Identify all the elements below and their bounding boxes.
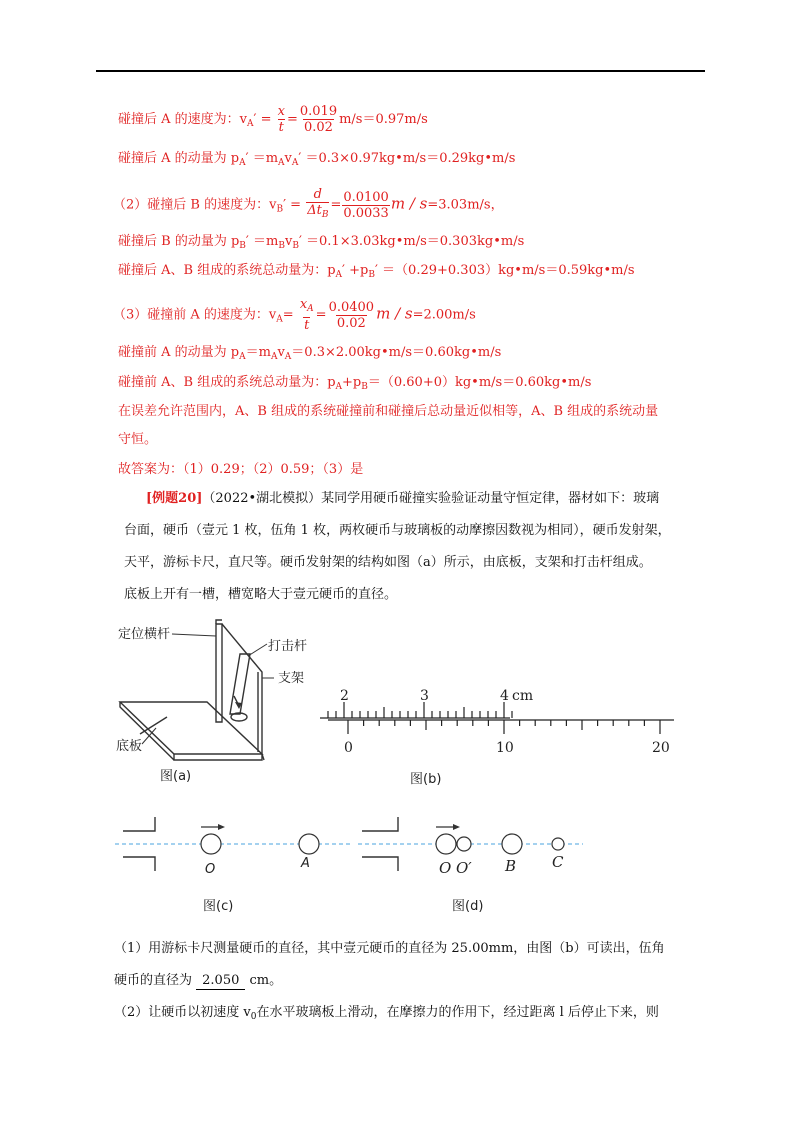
label-o-d: O <box>439 859 452 877</box>
unit-label: cm <box>512 688 534 704</box>
coin-b-d <box>502 834 522 854</box>
solution-line-5: 碰撞后 A、B 组成的系统总动量为：$p_A' +p_B'$ ＝（0.29+0.303）kg•m/s＝0.59kg•m/s <box>118 263 635 280</box>
vernier-scale-label: 10 <box>496 740 514 756</box>
problem-line-1: [例题20]（2022•湖北模拟）某同学用硬币碰撞实验验证动量守恒定律，器材如下：玻璃 <box>146 491 660 506</box>
label-o-c: O <box>205 862 216 877</box>
figure-a-launcher <box>112 614 322 794</box>
question-2-line-1: （2）让硬币以初速度 $v_0$在水平玻璃板上滑动，在摩擦力的作用下，经过距离 l 后停止下来，则 <box>114 1005 659 1022</box>
solution-line-3: （2）碰撞后 B 的速度为：$v_B'$ = $\frac{d}{\Delta t_B}$ = $\frac{0.0100}{0.0033}$ m / s=3.03m/s， <box>113 187 504 223</box>
problem-line-4: 底板上开有一槽，槽宽略大于壹元硬币的直径。 <box>124 587 398 602</box>
support-post <box>216 624 222 722</box>
solution-line-1: 碰撞后 A 的速度为：$v_A'$ = $\frac{x}{t}$ = $\frac{0.019}{0.02}$ m/s＝0.97m/s <box>118 104 428 135</box>
solution-line-9: 在误差允许范围内，A、B 组成的系统碰撞前和碰撞后总动量近似相等，A、B 组成的系统动量 <box>118 404 659 419</box>
arrow-icon <box>453 824 460 830</box>
coin-o-d <box>436 834 456 854</box>
solution-line-10: 守恒。 <box>118 432 158 447</box>
coin-a-c <box>299 834 319 854</box>
example-tag: [例题20] <box>146 491 203 506</box>
answer-blank: 2.050 <box>196 973 245 990</box>
label-b-d: B <box>505 857 517 875</box>
solution-line-2: 碰撞后 A 的动量为 $p_A' =m_Av_A'$ ＝0.3×0.97kg•m/s＝0.29kg•m/s <box>118 151 516 168</box>
label-support: 支架 <box>278 671 305 686</box>
label-striking-rod: 打击杆 <box>268 639 308 654</box>
problem-line-2: 台面，硬币（壹元 1 枚，伍角 1 枚，两枚硬币与玻璃板的动摩擦因数视为相同），硬币发射架， <box>124 523 671 538</box>
label-positioning-beam: 定位横杆 <box>118 627 171 642</box>
problem-line-3: 天平，游标卡尺，直尺等。硬币发射架的结构如图（a）所示，由底板，支架和打击杆组成。 <box>124 555 652 570</box>
coin-o-c <box>201 834 221 854</box>
label-base: 底板 <box>116 739 143 754</box>
question-1-line-2: 硬币的直径为 2.050 cm。 <box>114 973 283 988</box>
main-scale-label: 2 <box>340 688 349 704</box>
caption-c: 图(c) <box>203 899 234 914</box>
answer-line: 故答案为：（1）0.29；（2）0.59；（3）是 <box>118 462 364 477</box>
solution-line-4: 碰撞后 B 的动量为 $p_B' =m_Bv_B'$ ＝0.1×3.03kg•m/s＝0.303kg•m/s <box>118 234 525 251</box>
label-c-d: C <box>552 853 564 871</box>
label-a-c: A <box>301 856 310 871</box>
caption-a: 图(a) <box>160 769 192 784</box>
vernier-scale-label: 0 <box>344 740 353 756</box>
figure-c <box>115 815 350 920</box>
question-1-line-1: （1）用游标卡尺测量硬币的直径，其中壹元硬币的直径为 25.00mm，由图（b）可读出，伍角 <box>114 941 665 956</box>
vernier-scale-label: 20 <box>652 740 670 756</box>
arrow-icon <box>218 824 225 830</box>
coin-c-d <box>552 838 564 850</box>
caption-b: 图(b) <box>410 772 442 787</box>
figure-b-vernier <box>310 680 670 790</box>
label-o2-d: O′ <box>456 859 472 877</box>
coin-o2-d <box>457 837 471 851</box>
main-scale-label: 3 <box>420 688 429 704</box>
header-rule <box>96 70 705 72</box>
solution-line-8: 碰撞前 A、B 组成的系统总动量为：$p_A+p_B=(0.60+0)kg•m/s=0.60kg•m/s$ <box>118 375 592 392</box>
figure-d <box>358 815 583 920</box>
solution-line-6: （3）碰撞前 A 的速度为：$v_A=$ $\frac{x_A}{t}$ = $\frac{0.0400}{0.02}$ m / s=2.00m/s <box>113 297 476 333</box>
main-scale-label: 4 <box>500 688 509 704</box>
caption-d: 图(d) <box>452 899 484 914</box>
solution-line-7: 碰撞前 A 的动量为 $p_A=m_Av_A=0.3\times 2.00kg•m/s=0.60kg•m/s$ <box>118 345 502 362</box>
